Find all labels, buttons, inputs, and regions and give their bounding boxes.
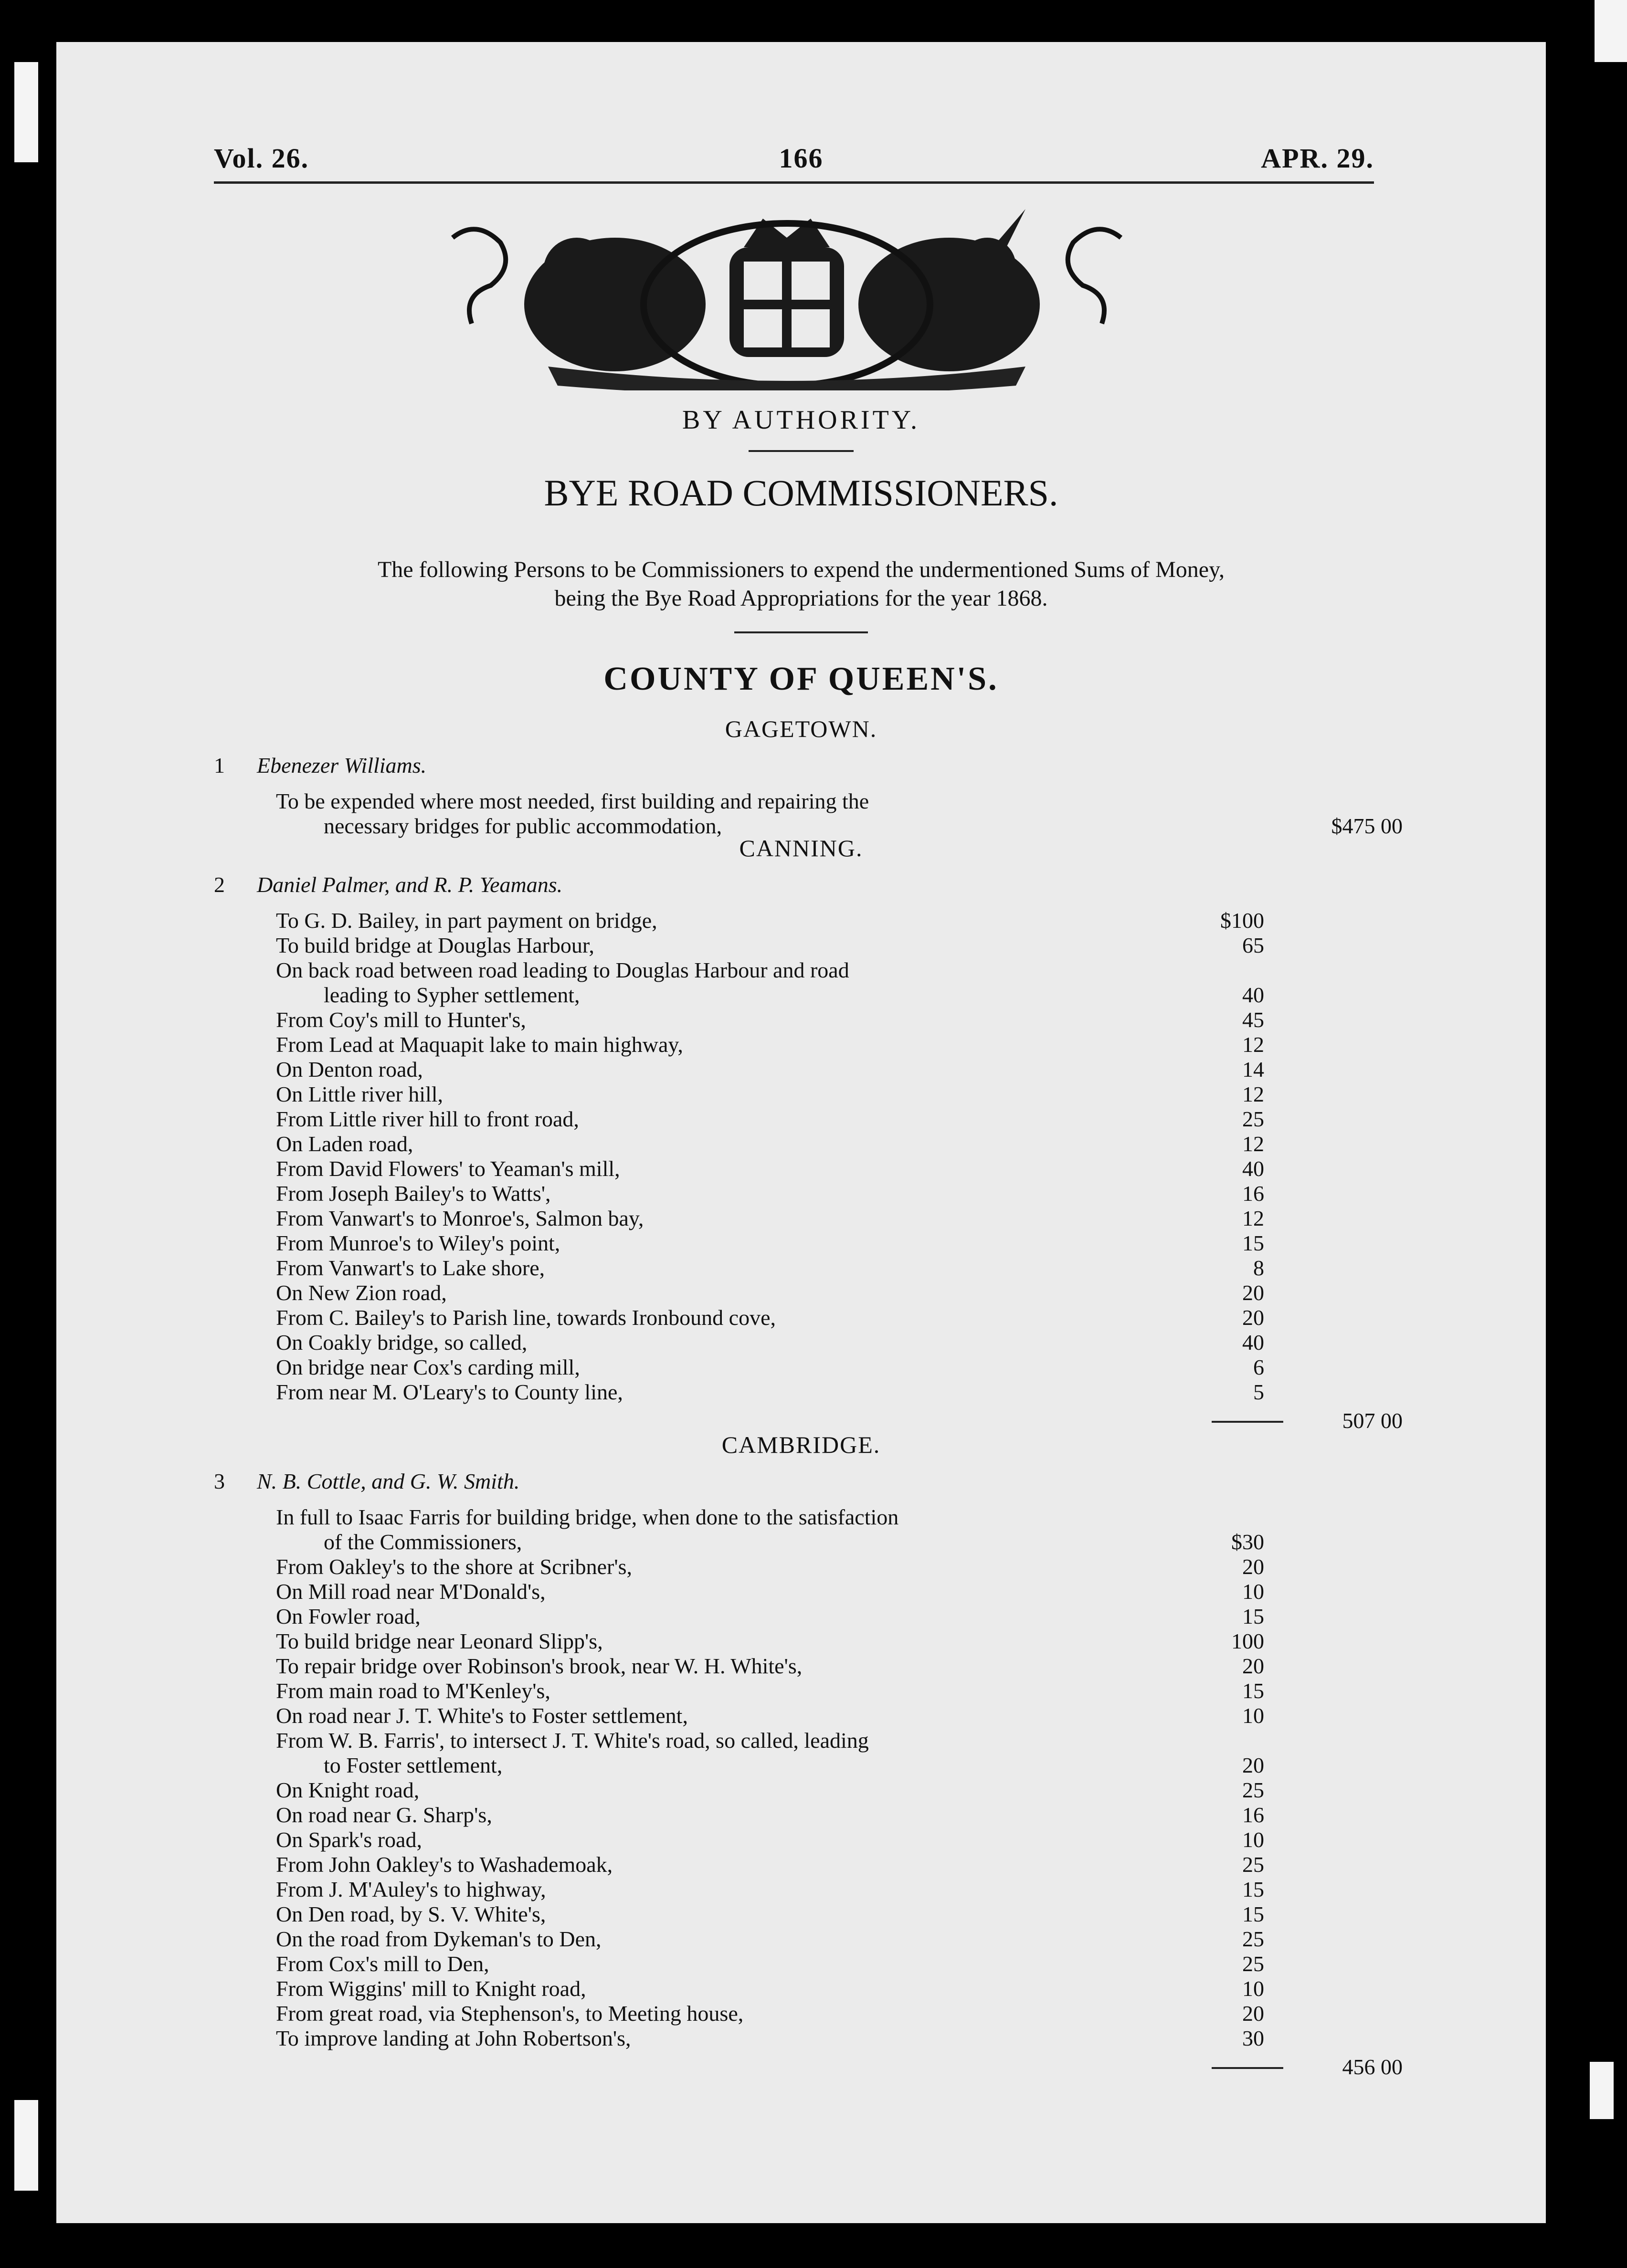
item-description: From Wiggins' mill to Knight road, bbox=[276, 1976, 586, 2001]
item-amount: 20 bbox=[1242, 1281, 1264, 1305]
item-amount: 10 bbox=[1242, 1579, 1264, 1604]
binding-tab-left-bottom bbox=[14, 2100, 38, 2191]
binding-tab-left-top bbox=[14, 62, 38, 162]
item-description: On Spark's road, bbox=[276, 1827, 422, 1852]
item-amount: 10 bbox=[1242, 1827, 1264, 1852]
item-amount: 45 bbox=[1242, 1008, 1264, 1032]
section-number: 1 bbox=[214, 753, 225, 777]
item-amount: 20 bbox=[1242, 1305, 1264, 1330]
item-amount: 10 bbox=[1242, 1703, 1264, 1728]
by-authority: BY AUTHORITY. bbox=[682, 405, 920, 435]
item-description: From near M. O'Leary's to County line, bbox=[276, 1380, 623, 1404]
item-description: From Vanwart's to Lake shore, bbox=[276, 1256, 545, 1280]
item-description: On Fowler road, bbox=[276, 1604, 421, 1628]
item-description: On Little river hill, bbox=[276, 1082, 444, 1106]
item-amount: 25 bbox=[1242, 1107, 1264, 1131]
item-amount: 8 bbox=[1253, 1256, 1264, 1280]
item-amount: 12 bbox=[1242, 1132, 1264, 1156]
commissioners-names: N. B. Cottle, and G. W. Smith. bbox=[257, 1469, 520, 1493]
item-description: From Munroe's to Wiley's point, bbox=[276, 1231, 560, 1255]
item-amount: 15 bbox=[1242, 1231, 1264, 1255]
divider-1 bbox=[749, 450, 854, 452]
item-amount: 40 bbox=[1242, 1156, 1264, 1181]
item-amount: 20 bbox=[1242, 1554, 1264, 1579]
item-description: to Foster settlement, bbox=[324, 1753, 503, 1777]
item-description: of the Commissioners, bbox=[324, 1530, 522, 1554]
item-amount: 12 bbox=[1242, 1082, 1264, 1106]
binding-tab-right-top bbox=[1595, 0, 1627, 62]
item-description: On road near J. T. White's to Foster settlement, bbox=[276, 1703, 688, 1728]
parish-heading: GAGETOWN. bbox=[725, 715, 877, 742]
item-amount: 25 bbox=[1242, 1952, 1264, 1976]
item-description: From Cox's mill to Den, bbox=[276, 1952, 489, 1976]
item-description: To improve landing at John Robertson's, bbox=[276, 2026, 631, 2050]
item-amount: 40 bbox=[1242, 1330, 1264, 1354]
issue-date: APR. 29. bbox=[1261, 143, 1374, 174]
total-dash bbox=[1212, 1421, 1283, 1423]
intro-line-1: The following Persons to be Commissioners to expend the undermentioned Sums of Money, bbox=[377, 557, 1225, 582]
item-amount: 16 bbox=[1242, 1803, 1264, 1827]
header-rule bbox=[214, 181, 1374, 184]
total-dash bbox=[1212, 2067, 1283, 2069]
item-description: On New Zion road, bbox=[276, 1281, 447, 1305]
item-description: On Mill road near M'Donald's, bbox=[276, 1579, 546, 1604]
item-amount: 20 bbox=[1242, 1654, 1264, 1678]
item-description: To repair bridge over Robinson's brook, near W. H. White's, bbox=[276, 1654, 803, 1678]
item-amount: 6 bbox=[1253, 1355, 1264, 1379]
divider-2 bbox=[734, 631, 868, 633]
item-amount: 15 bbox=[1242, 1604, 1264, 1628]
item-amount: 12 bbox=[1242, 1032, 1264, 1057]
item-description: On Coakly bridge, so called, bbox=[276, 1330, 528, 1354]
section-number: 3 bbox=[214, 1469, 225, 1493]
gazette-page bbox=[56, 42, 1546, 2223]
item-description: On Denton road, bbox=[276, 1057, 423, 1082]
parish-heading: CANNING. bbox=[739, 835, 863, 861]
item-description: From C. Bailey's to Parish line, towards Ironbound cove, bbox=[276, 1305, 776, 1330]
item-description: From John Oakley's to Washademoak, bbox=[276, 1852, 613, 1877]
item-amount: 5 bbox=[1253, 1380, 1264, 1404]
item-description: On the road from Dykeman's to Den, bbox=[276, 1927, 602, 1951]
commissioners-names: Daniel Palmer, and R. P. Yeamans. bbox=[257, 872, 563, 897]
item-description: From Coy's mill to Hunter's, bbox=[276, 1008, 526, 1032]
item-amount: 15 bbox=[1242, 1679, 1264, 1703]
item-description: From main road to M'Kenley's, bbox=[276, 1679, 550, 1703]
item-description: To be expended where most needed, first building and repairing the bbox=[276, 789, 869, 813]
item-amount: 25 bbox=[1242, 1778, 1264, 1802]
item-amount: 16 bbox=[1242, 1181, 1264, 1206]
item-description: necessary bridges for public accommodation, bbox=[324, 814, 722, 838]
item-description: On bridge near Cox's carding mill, bbox=[276, 1355, 580, 1379]
item-description: From great road, via Stephenson's, to Meeting house, bbox=[276, 2001, 744, 2026]
item-description: From Little river hill to front road, bbox=[276, 1107, 579, 1131]
item-description: From W. B. Farris', to intersect J. T. White's road, so called, leading bbox=[276, 1728, 869, 1753]
item-description: On road near G. Sharp's, bbox=[276, 1803, 492, 1827]
item-description: From Lead at Maquapit lake to main highway, bbox=[276, 1032, 683, 1057]
main-heading: BYE ROAD COMMISSIONERS. bbox=[544, 472, 1058, 514]
item-amount: 20 bbox=[1242, 2001, 1264, 2026]
intro-line-2: being the Bye Road Appropriations for the year 1868. bbox=[554, 586, 1048, 611]
item-amount: 40 bbox=[1242, 983, 1264, 1007]
item-description: In full to Isaac Farris for building bridge, when done to the satisfaction bbox=[276, 1505, 899, 1529]
item-description: To build bridge near Leonard Slipp's, bbox=[276, 1629, 603, 1653]
item-description: From David Flowers' to Yeaman's mill, bbox=[276, 1156, 620, 1181]
volume-label: Vol. 26. bbox=[214, 143, 309, 174]
item-amount: 100 bbox=[1231, 1629, 1264, 1653]
section-total: 456 00 bbox=[1342, 2055, 1403, 2079]
item-description: On back road between road leading to Douglas Harbour and road bbox=[276, 958, 849, 982]
item-amount: 15 bbox=[1242, 1877, 1264, 1901]
item-amount: 25 bbox=[1242, 1927, 1264, 1951]
binding-tab-right-bottom bbox=[1590, 2062, 1614, 2119]
item-description: To build bridge at Douglas Harbour, bbox=[276, 933, 594, 957]
item-amount: 25 bbox=[1242, 1852, 1264, 1877]
item-amount: 65 bbox=[1242, 933, 1264, 957]
item-amount: 12 bbox=[1242, 1206, 1264, 1230]
item-amount: $475 00 bbox=[1331, 814, 1403, 838]
royal-coat-of-arms-icon bbox=[433, 209, 1140, 390]
item-description: From J. M'Auley's to highway, bbox=[276, 1877, 546, 1901]
item-description: On Den road, by S. V. White's, bbox=[276, 1902, 546, 1926]
section-number: 2 bbox=[214, 872, 225, 897]
item-amount: $30 bbox=[1231, 1530, 1264, 1554]
section-total: 507 00 bbox=[1342, 1408, 1403, 1433]
item-description: From Oakley's to the shore at Scribner's, bbox=[276, 1554, 633, 1579]
item-amount: 10 bbox=[1242, 1976, 1264, 2001]
parish-heading: CAMBRIDGE. bbox=[721, 1431, 881, 1458]
item-amount: 15 bbox=[1242, 1902, 1264, 1926]
item-amount: 14 bbox=[1242, 1057, 1264, 1082]
item-description: On Laden road, bbox=[276, 1132, 413, 1156]
item-description: leading to Sypher settlement, bbox=[324, 983, 580, 1007]
page-number: 166 bbox=[779, 143, 824, 174]
item-description: From Vanwart's to Monroe's, Salmon bay, bbox=[276, 1206, 644, 1230]
item-amount: 30 bbox=[1242, 2026, 1264, 2050]
commissioners-names: Ebenezer Williams. bbox=[257, 753, 427, 777]
item-description: On Knight road, bbox=[276, 1778, 420, 1802]
item-amount: 20 bbox=[1242, 1753, 1264, 1777]
item-description: From Joseph Bailey's to Watts', bbox=[276, 1181, 551, 1206]
item-description: To G. D. Bailey, in part payment on bridge, bbox=[276, 908, 657, 933]
county-heading: COUNTY OF QUEEN'S. bbox=[603, 661, 999, 697]
item-amount: $100 bbox=[1220, 908, 1264, 933]
